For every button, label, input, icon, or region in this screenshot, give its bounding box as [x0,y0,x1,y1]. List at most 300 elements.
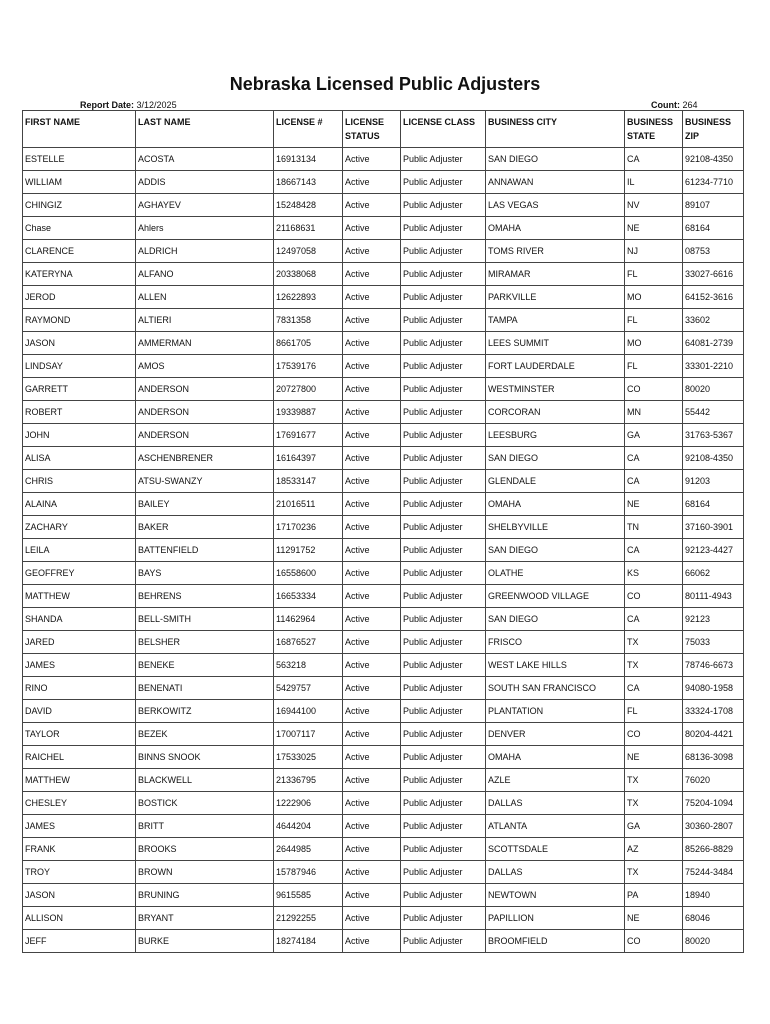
business-city-cell: OLATHE [486,562,625,585]
license-number-cell: 17691677 [274,424,343,447]
business-zip-cell: 66062 [683,562,744,585]
license-class-cell: Public Adjuster [401,631,486,654]
first-name-cell: TAYLOR [23,723,136,746]
license-number-cell: 21168631 [274,217,343,240]
license-class-cell: Public Adjuster [401,286,486,309]
first-name-cell: ZACHARY [23,516,136,539]
report-date [80,100,177,110]
license-class-cell: Public Adjuster [401,608,486,631]
license-class-cell: Public Adjuster [401,332,486,355]
license-number-cell: 11462964 [274,608,343,631]
business-zip-cell: 92108-4350 [683,148,744,171]
first-name-cell: ALLISON [23,907,136,930]
business-state-cell: NE [625,493,683,516]
business-city-cell: LEESBURG [486,424,625,447]
business-city-cell: SOUTH SAN FRANCISCO [486,677,625,700]
business-city-cell: SHELBYVILLE [486,516,625,539]
first-name-cell: JEFF [23,930,136,953]
license-number-cell: 16164397 [274,447,343,470]
table-row [23,470,744,493]
license-number-cell: 17170236 [274,516,343,539]
license-status-cell: Active [343,263,401,286]
last-name-cell: BELSHER [136,631,274,654]
business-city-cell: SAN DIEGO [486,447,625,470]
business-state-cell: CA [625,447,683,470]
license-class-cell: Public Adjuster [401,470,486,493]
business-zip-cell: 68164 [683,493,744,516]
license-status-cell: Active [343,884,401,907]
table-body [23,148,744,953]
business-zip-cell: 68164 [683,217,744,240]
license-number-cell: 1222906 [274,792,343,815]
business-city-cell: OMAHA [486,746,625,769]
last-name-cell: BAYS [136,562,274,585]
business-zip-cell: 75204-1094 [683,792,744,815]
table-row [23,516,744,539]
first-name-cell: KATERYNA [23,263,136,286]
license-class-cell: Public Adjuster [401,930,486,953]
table-row [23,907,744,930]
table-row [23,769,744,792]
business-state-cell: TX [625,792,683,815]
business-city-cell: LAS VEGAS [486,194,625,217]
business-city-cell: DALLAS [486,792,625,815]
first-name-cell: GARRETT [23,378,136,401]
business-city-cell: SAN DIEGO [486,608,625,631]
license-number-cell: 7831358 [274,309,343,332]
last-name-cell: BROWN [136,861,274,884]
license-number-cell: 16558600 [274,562,343,585]
business-city-cell: AZLE [486,769,625,792]
col-header-business-city: BUSINESS CITY [486,111,625,148]
license-status-cell: Active [343,493,401,516]
table-row [23,930,744,953]
business-zip-cell: 76020 [683,769,744,792]
license-status-cell: Active [343,585,401,608]
table-row [23,654,744,677]
table-row [23,401,744,424]
business-state-cell: FL [625,700,683,723]
business-city-cell: WESTMINSTER [486,378,625,401]
col-header-first-name: FIRST NAME [23,111,136,148]
license-class-cell: Public Adjuster [401,309,486,332]
last-name-cell: BENEKE [136,654,274,677]
count-label: Count: [651,100,680,110]
license-status-cell: Active [343,447,401,470]
license-status-cell: Active [343,677,401,700]
col-header-last-name: LAST NAME [136,111,274,148]
business-state-cell: IL [625,171,683,194]
license-number-cell: 15787946 [274,861,343,884]
business-state-cell: FL [625,355,683,378]
table-row [23,792,744,815]
business-zip-cell: 94080-1958 [683,677,744,700]
last-name-cell: BAILEY [136,493,274,516]
license-status-cell: Active [343,286,401,309]
business-zip-cell: 85266-8829 [683,838,744,861]
first-name-cell: MATTHEW [23,585,136,608]
last-name-cell: BEZEK [136,723,274,746]
business-zip-cell: 78746-6673 [683,654,744,677]
license-status-cell: Active [343,401,401,424]
business-state-cell: CA [625,470,683,493]
business-state-cell: CA [625,539,683,562]
license-number-cell: 18533147 [274,470,343,493]
col-header-business-zip: BUSINESS ZIP [683,111,744,148]
table-row [23,286,744,309]
license-status-cell: Active [343,240,401,263]
last-name-cell: BINNS SNOOK [136,746,274,769]
license-status-cell: Active [343,516,401,539]
license-status-cell: Active [343,332,401,355]
business-city-cell: TAMPA [486,309,625,332]
table-row [23,378,744,401]
license-number-cell: 16876527 [274,631,343,654]
license-status-cell: Active [343,217,401,240]
business-zip-cell: 68046 [683,907,744,930]
business-city-cell: SAN DIEGO [486,148,625,171]
business-zip-cell: 33301-2210 [683,355,744,378]
business-city-cell: TOMS RIVER [486,240,625,263]
business-zip-cell: 61234-7710 [683,171,744,194]
last-name-cell: ALFANO [136,263,274,286]
first-name-cell: ESTELLE [23,148,136,171]
license-status-cell: Active [343,562,401,585]
last-name-cell: Ahlers [136,217,274,240]
last-name-cell: ADDIS [136,171,274,194]
license-class-cell: Public Adjuster [401,171,486,194]
license-class-cell: Public Adjuster [401,861,486,884]
business-city-cell: SCOTTSDALE [486,838,625,861]
first-name-cell: CLARENCE [23,240,136,263]
business-zip-cell: 92123-4427 [683,539,744,562]
license-number-cell: 11291752 [274,539,343,562]
business-zip-cell: 55442 [683,401,744,424]
first-name-cell: ALAINA [23,493,136,516]
license-status-cell: Active [343,194,401,217]
license-status-cell: Active [343,861,401,884]
report-date-value: 3/12/2025 [136,100,177,110]
last-name-cell: BROOKS [136,838,274,861]
license-number-cell: 17007117 [274,723,343,746]
license-class-cell: Public Adjuster [401,378,486,401]
license-class-cell: Public Adjuster [401,907,486,930]
last-name-cell: ASCHENBRENER [136,447,274,470]
business-city-cell: CORCORAN [486,401,625,424]
license-status-cell: Active [343,539,401,562]
license-status-cell: Active [343,171,401,194]
business-zip-cell: 80020 [683,378,744,401]
last-name-cell: BOSTICK [136,792,274,815]
first-name-cell: WILLIAM [23,171,136,194]
business-state-cell: KS [625,562,683,585]
report-date-label: Report Date: [80,100,135,110]
business-state-cell: NE [625,217,683,240]
table-row [23,631,744,654]
business-state-cell: CA [625,677,683,700]
business-state-cell: CO [625,378,683,401]
license-class-cell: Public Adjuster [401,263,486,286]
license-class-cell: Public Adjuster [401,654,486,677]
adjusters-table [22,110,744,953]
record-count [651,100,698,110]
business-city-cell: OMAHA [486,493,625,516]
table-row [23,148,744,171]
first-name-cell: Chase [23,217,136,240]
license-number-cell: 12497058 [274,240,343,263]
business-city-cell: PLANTATION [486,700,625,723]
business-state-cell: TX [625,631,683,654]
last-name-cell: BERKOWITZ [136,700,274,723]
license-number-cell: 20727800 [274,378,343,401]
license-status-cell: Active [343,746,401,769]
last-name-cell: AGHAYEV [136,194,274,217]
business-state-cell: MO [625,286,683,309]
business-city-cell: FORT LAUDERDALE [486,355,625,378]
business-zip-cell: 37160-3901 [683,516,744,539]
table-row [23,539,744,562]
first-name-cell: CHINGIZ [23,194,136,217]
license-class-cell: Public Adjuster [401,240,486,263]
business-state-cell: MN [625,401,683,424]
business-zip-cell: 75244-3484 [683,861,744,884]
license-class-cell: Public Adjuster [401,792,486,815]
license-status-cell: Active [343,769,401,792]
business-city-cell: GLENDALE [486,470,625,493]
first-name-cell: CHRIS [23,470,136,493]
table-row [23,332,744,355]
last-name-cell: BENENATI [136,677,274,700]
license-class-cell: Public Adjuster [401,884,486,907]
license-status-cell: Active [343,654,401,677]
business-city-cell: DALLAS [486,861,625,884]
license-class-cell: Public Adjuster [401,355,486,378]
first-name-cell: JAMES [23,815,136,838]
business-zip-cell: 33602 [683,309,744,332]
last-name-cell: BAKER [136,516,274,539]
last-name-cell: ANDERSON [136,378,274,401]
table-row [23,263,744,286]
license-status-cell: Active [343,930,401,953]
table-row [23,493,744,516]
table-row [23,424,744,447]
table-row [23,838,744,861]
first-name-cell: MATTHEW [23,769,136,792]
license-number-cell: 12622893 [274,286,343,309]
last-name-cell: BATTENFIELD [136,539,274,562]
table-header-row [23,111,744,148]
table-row [23,562,744,585]
last-name-cell: AMOS [136,355,274,378]
license-number-cell: 9615585 [274,884,343,907]
first-name-cell: SHANDA [23,608,136,631]
license-status-cell: Active [343,838,401,861]
first-name-cell: ROBERT [23,401,136,424]
business-city-cell: PAPILLION [486,907,625,930]
license-class-cell: Public Adjuster [401,769,486,792]
business-state-cell: FL [625,263,683,286]
business-zip-cell: 80204-4421 [683,723,744,746]
business-zip-cell: 33324-1708 [683,700,744,723]
license-number-cell: 17533025 [274,746,343,769]
license-number-cell: 2644985 [274,838,343,861]
table-row [23,815,744,838]
first-name-cell: LINDSAY [23,355,136,378]
col-header-license-class: LICENSE CLASS [401,111,486,148]
last-name-cell: ALTIERI [136,309,274,332]
last-name-cell: ANDERSON [136,401,274,424]
first-name-cell: RAICHEL [23,746,136,769]
business-zip-cell: 18940 [683,884,744,907]
license-status-cell: Active [343,470,401,493]
business-state-cell: FL [625,309,683,332]
business-zip-cell: 92108-4350 [683,447,744,470]
license-status-cell: Active [343,792,401,815]
business-state-cell: CO [625,930,683,953]
table-row [23,355,744,378]
last-name-cell: ALDRICH [136,240,274,263]
business-city-cell: FRISCO [486,631,625,654]
business-state-cell: CA [625,148,683,171]
license-class-cell: Public Adjuster [401,585,486,608]
last-name-cell: BRITT [136,815,274,838]
license-number-cell: 8661705 [274,332,343,355]
first-name-cell: CHESLEY [23,792,136,815]
license-number-cell: 16944100 [274,700,343,723]
business-state-cell: TX [625,769,683,792]
last-name-cell: ALLEN [136,286,274,309]
business-zip-cell: 89107 [683,194,744,217]
business-state-cell: CO [625,585,683,608]
license-class-cell: Public Adjuster [401,677,486,700]
first-name-cell: FRANK [23,838,136,861]
last-name-cell: BELL-SMITH [136,608,274,631]
table-row [23,217,744,240]
business-state-cell: PA [625,884,683,907]
col-header-license-number: LICENSE # [274,111,343,148]
business-state-cell: GA [625,424,683,447]
business-state-cell: NV [625,194,683,217]
license-status-cell: Active [343,907,401,930]
license-class-cell: Public Adjuster [401,562,486,585]
business-city-cell: GREENWOOD VILLAGE [486,585,625,608]
license-status-cell: Active [343,723,401,746]
license-number-cell: 563218 [274,654,343,677]
license-class-cell: Public Adjuster [401,493,486,516]
license-number-cell: 21336795 [274,769,343,792]
last-name-cell: BRUNING [136,884,274,907]
table-row [23,884,744,907]
business-state-cell: AZ [625,838,683,861]
business-zip-cell: 80020 [683,930,744,953]
business-state-cell: TX [625,861,683,884]
business-zip-cell: 75033 [683,631,744,654]
first-name-cell: RAYMOND [23,309,136,332]
license-number-cell: 15248428 [274,194,343,217]
business-state-cell: TN [625,516,683,539]
business-zip-cell: 08753 [683,240,744,263]
table-row [23,240,744,263]
last-name-cell: ANDERSON [136,424,274,447]
last-name-cell: BEHRENS [136,585,274,608]
last-name-cell: ATSU-SWANZY [136,470,274,493]
table-row [23,861,744,884]
license-class-cell: Public Adjuster [401,217,486,240]
license-class-cell: Public Adjuster [401,194,486,217]
last-name-cell: ACOSTA [136,148,274,171]
license-number-cell: 16653334 [274,585,343,608]
first-name-cell: JASON [23,332,136,355]
last-name-cell: BRYANT [136,907,274,930]
license-number-cell: 21292255 [274,907,343,930]
table-row [23,700,744,723]
license-class-cell: Public Adjuster [401,838,486,861]
business-zip-cell: 64081-2739 [683,332,744,355]
license-class-cell: Public Adjuster [401,148,486,171]
first-name-cell: JARED [23,631,136,654]
business-city-cell: SAN DIEGO [486,539,625,562]
license-status-cell: Active [343,378,401,401]
col-header-license-status: LICENSE STATUS [343,111,401,148]
business-zip-cell: 31763-5367 [683,424,744,447]
license-status-cell: Active [343,608,401,631]
table-row [23,608,744,631]
business-city-cell: DENVER [486,723,625,746]
first-name-cell: JOHN [23,424,136,447]
license-number-cell: 5429757 [274,677,343,700]
business-city-cell: LEES SUMMIT [486,332,625,355]
table-row [23,677,744,700]
table-row [23,309,744,332]
license-status-cell: Active [343,631,401,654]
license-status-cell: Active [343,815,401,838]
license-class-cell: Public Adjuster [401,539,486,562]
business-state-cell: CA [625,608,683,631]
license-class-cell: Public Adjuster [401,723,486,746]
license-class-cell: Public Adjuster [401,424,486,447]
business-zip-cell: 64152-3616 [683,286,744,309]
last-name-cell: BLACKWELL [136,769,274,792]
business-city-cell: WEST LAKE HILLS [486,654,625,677]
col-header-business-state: BUSINESS STATE [625,111,683,148]
table-row [23,723,744,746]
license-class-cell: Public Adjuster [401,746,486,769]
first-name-cell: JASON [23,884,136,907]
business-state-cell: GA [625,815,683,838]
license-number-cell: 17539176 [274,355,343,378]
license-status-cell: Active [343,355,401,378]
license-number-cell: 18667143 [274,171,343,194]
table-row [23,746,744,769]
business-zip-cell: 91203 [683,470,744,493]
license-number-cell: 4644204 [274,815,343,838]
first-name-cell: DAVID [23,700,136,723]
page-title: Nebraska Licensed Public Adjusters [229,74,541,94]
license-class-cell: Public Adjuster [401,401,486,424]
first-name-cell: RINO [23,677,136,700]
first-name-cell: TROY [23,861,136,884]
business-state-cell: NE [625,907,683,930]
business-state-cell: MO [625,332,683,355]
first-name-cell: JAMES [23,654,136,677]
last-name-cell: BURKE [136,930,274,953]
license-number-cell: 19339887 [274,401,343,424]
license-class-cell: Public Adjuster [401,447,486,470]
license-status-cell: Active [343,309,401,332]
license-class-cell: Public Adjuster [401,700,486,723]
business-zip-cell: 92123 [683,608,744,631]
business-state-cell: NJ [625,240,683,263]
